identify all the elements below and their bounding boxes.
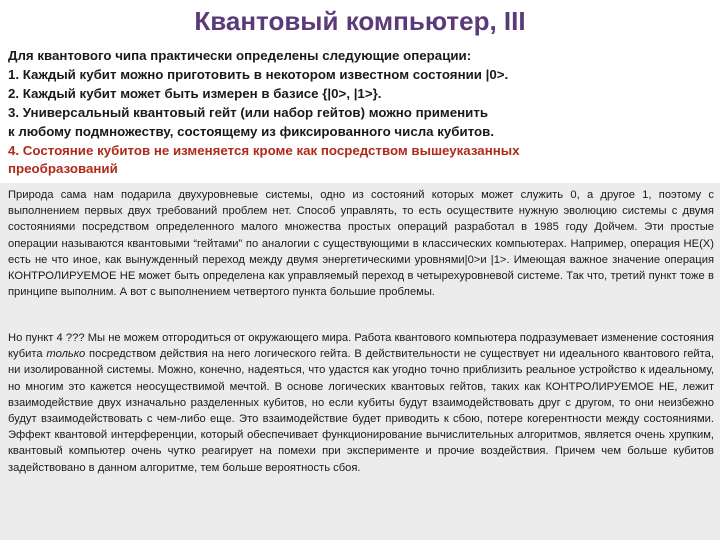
- paragraph-point-4-italic: только: [46, 348, 86, 361]
- paragraph-point-4: [8, 330, 714, 476]
- operation-item-4-line-2: преобразований: [8, 161, 118, 177]
- operations-intro: Для квантового чипа практически определены следующие операции:: [8, 48, 472, 63]
- operations-list: [8, 47, 712, 179]
- operation-item-2: 2. Каждый кубит может быть измерен в базисе {|0>, |1>}.: [8, 85, 382, 101]
- paragraph-nature: Природа сама нам подарила двухуровневые системы, одно из состояний которых может служить 0, а другое 1, поэтому с выполнением первых двух требований проблем нет. Способ управлять, то есть осуществите нужную эволюцию системы с двумя состояниями посредством определенного малого множества простых операций разработал в 1985 году Дойчем. Эти простые операции называются квантовыми “гейтами” по аналогии с существующими в классических компьютерах. Например, операция НЕ(X) есть не что иное, как вынужденный переход между двумя энергетическими уровнями|0>и |1>. Имеющая важное значение операция КОНТРОЛИРУЕМОЕ НЕ может быть определена как управляемый переход в четырехуровневой системе. Так что, третий пункт тоже в принципе выполним. А вот с выполнением четвертого пункта большие проблемы.: [8, 189, 714, 299]
- paragraph-point-4-part-b: посредством действия на него логического гейта. В действительности не существует ни идеального квантового гейта, ни изолированной системы. Можно, конечно, надеяться, что удастся как угодно точно приблизить реальное устройство к идеальному, но многим это кажется неосуществимой мечтой. В основе логических квантовых гейтов, таких как КОНТРОЛИРУЕМОЕ НЕ, лежит взаимодействие двух изначально разделенных кубитов, но если кубиты будут взаимодействовать друг с другом, то они неизбежно будут взаимодействовать с чем-либо еще. Это взаимодействие будет приводить к сбою, потере когерентности между состояниями. Эффект квантовой интерференции, который обеспечивает функционирование вычислительных алгоритмов, является очень хрупким, квантовый компьютер очень чутко реагирует на помехи при эксперименте и прочие воздействия. Причем чем больше кубитов задействовано в данном алгоритме, тем больше вероятность сбоя.: [8, 348, 714, 474]
- operation-item-3-line-1: 3. Универсальный квантовый гейт (или набор гейтов) можно применить: [8, 104, 489, 120]
- slide-title: Квантовый компьютер, III: [194, 6, 526, 36]
- operation-item-1: 1. Каждый кубит можно приготовить в некотором известном состоянии |0>.: [8, 66, 509, 82]
- operation-item-3-line-2: к любому подмножеству, состоящему из фиксированного числа кубитов.: [8, 123, 495, 139]
- paragraph-point-4-part-a: Но пункт 4 ??? Мы не можем отгородиться от окружающего мира. Работа квантового компьютера подразумевает изменение состояния кубита: [8, 332, 714, 361]
- operation-item-4-line-1: 4. Состояние кубитов не изменяется кроме как посредством вышеуказанных: [8, 142, 520, 158]
